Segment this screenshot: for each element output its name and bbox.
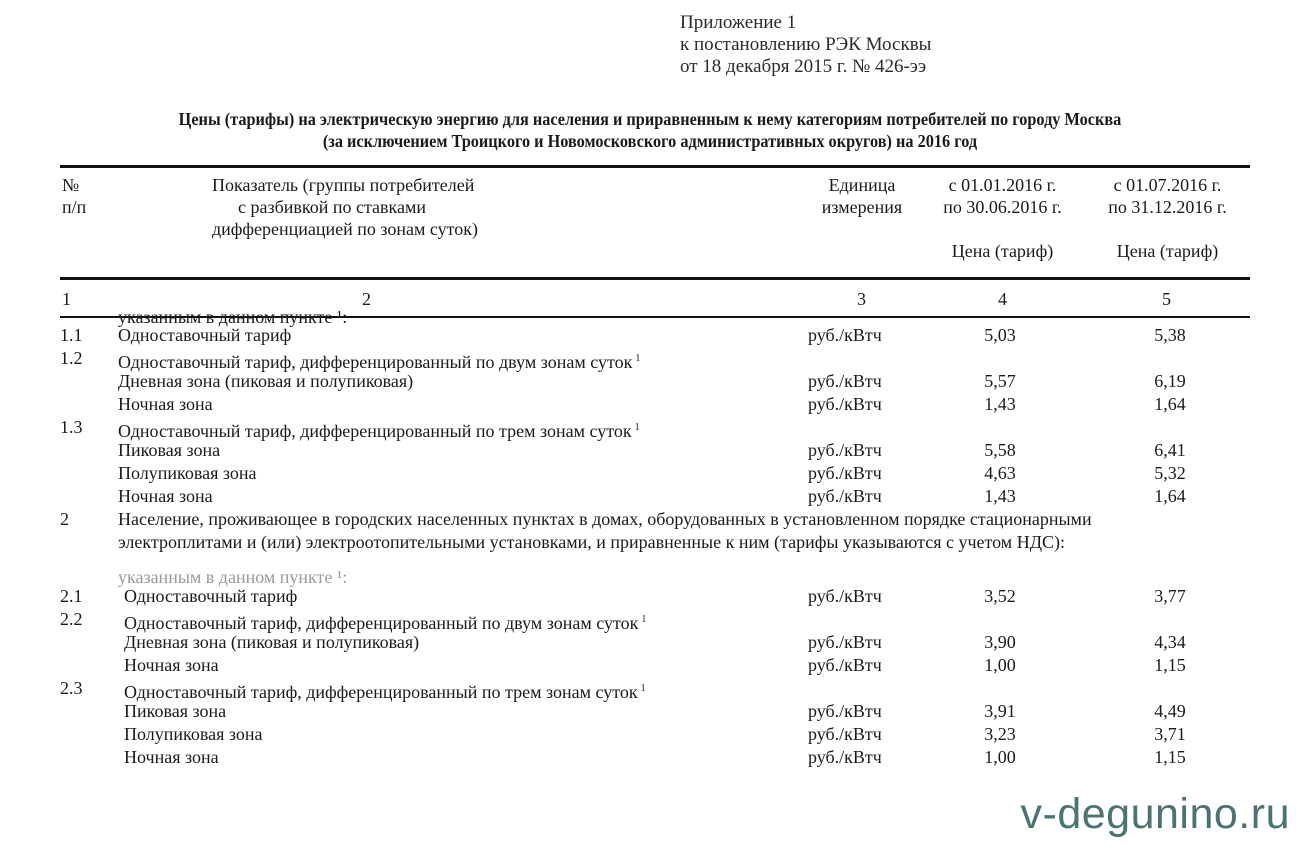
table-row [0, 585, 1300, 608]
row-indicator [124, 746, 219, 769]
row-price-period-1-text: 4,63 [984, 463, 1016, 483]
row-price-period-2-text: 5,38 [1154, 325, 1186, 345]
footnote-mark: 1 [634, 422, 640, 433]
row-indicator-text: Дневная зона (пиковая и полупиковая) [118, 371, 414, 391]
row-price-period-1 [940, 393, 1060, 416]
row-indicator-text: Одноставочный тариф [118, 325, 292, 345]
row-price-period-2-text: 3,71 [1154, 724, 1186, 744]
row-price-period-1 [940, 324, 1060, 347]
row-number [60, 608, 83, 631]
row-number-text: 1.1 [60, 325, 83, 345]
row-price-period-2 [1110, 324, 1230, 347]
row-unit [808, 485, 882, 508]
row-indicator-text: Одноставочный тариф, дифференцированный по трем зонам суток [118, 421, 632, 441]
row-number-text: 1.2 [60, 348, 83, 368]
row-unit-text: руб./кВтч [808, 440, 882, 460]
row-price-period-1 [940, 723, 1060, 746]
row-price-period-1 [940, 631, 1060, 654]
row-indicator [118, 439, 220, 462]
row-price-period-1-text: 5,57 [984, 371, 1016, 391]
document-title [101, 108, 1198, 152]
row-indicator-text: Ночная зона [124, 747, 219, 767]
row-unit [808, 585, 882, 608]
row-indicator [124, 723, 263, 746]
row-price-period-1 [940, 746, 1060, 769]
row-unit-text: руб./кВтч [808, 747, 882, 767]
row-price-period-2-text: 5,32 [1154, 463, 1186, 483]
row-indicator-text: Одноставочный тариф, дифференцированный по двум зонам суток [124, 613, 639, 633]
row-indicator [118, 462, 257, 485]
appendix-note [680, 12, 931, 78]
row-price-period-1-text: 3,52 [984, 586, 1016, 606]
appendix-line-2: к постановлению РЭК Москвы [680, 34, 932, 55]
row-unit [808, 324, 882, 347]
row-price-period-2 [1110, 654, 1230, 677]
header-num [62, 174, 86, 218]
row-price-period-1-text: 3,90 [984, 632, 1016, 652]
row-price-period-2-text: 4,49 [1154, 701, 1186, 721]
row-unit-text: руб./кВтч [808, 371, 882, 391]
row-unit [808, 370, 882, 393]
group-2-number: 2 [60, 509, 69, 529]
header-indicator-line-1: Показатель (группы потребителей [212, 175, 475, 195]
row-price-period-2-text: 4,34 [1154, 632, 1186, 652]
header-period-2-line-1: с 01.07.2016 г. [1113, 175, 1222, 195]
row-unit [808, 746, 882, 769]
header-period-1-line-1: с 01.01.2016 г. [948, 175, 1057, 195]
row-price-period-2 [1110, 485, 1230, 508]
header-unit [806, 174, 918, 218]
row-unit-text: руб./кВтч [808, 325, 882, 345]
header-period-1 [925, 174, 1080, 262]
title-line-2: (за исключением Троицкого и Новомосковского административных округов) на 2016 год [322, 131, 978, 151]
column-number-5: 5 [1162, 289, 1171, 309]
row-unit [808, 631, 882, 654]
header-indicator-line-2: с разбивкой по ставками [238, 197, 427, 217]
row-unit [808, 654, 882, 677]
header-period-1-price: Цена (тариф) [951, 241, 1054, 261]
table-row [0, 439, 1300, 462]
site-watermark: v-degunino.ru [1020, 790, 1290, 838]
row-price-period-1-text: 1,43 [984, 486, 1016, 506]
row-price-period-2-text: 6,19 [1154, 371, 1186, 391]
row-indicator-text: Полупиковая зона [118, 463, 257, 483]
footnote-mark: 1 [641, 614, 647, 625]
column-number-1: 1 [62, 289, 71, 309]
row-price-period-2 [1110, 631, 1230, 654]
footnote-mark: 1 [635, 353, 641, 364]
row-price-period-1-text: 3,23 [984, 724, 1016, 744]
row-unit-text: руб./кВтч [808, 394, 882, 414]
table-header-rule [60, 277, 1250, 280]
row-price-period-2-text: 1,15 [1154, 747, 1186, 767]
row-indicator-text: Одноставочный тариф, дифференцированный по трем зонам суток [124, 682, 638, 702]
table-row [0, 416, 1300, 439]
row-indicator [118, 485, 213, 508]
row-number-text: 2.3 [60, 678, 83, 698]
appendix-line-3: от 18 декабря 2015 г. № 426-ээ [680, 56, 927, 77]
row-price-period-1 [940, 439, 1060, 462]
row-price-period-2 [1110, 393, 1230, 416]
row-price-period-1-text: 3,91 [984, 701, 1016, 721]
row-indicator [118, 393, 213, 416]
row-indicator-text: Ночная зона [118, 486, 213, 506]
header-period-2 [1090, 174, 1245, 262]
column-number-4: 4 [998, 289, 1007, 309]
header-num-line-1: № [62, 175, 80, 195]
table-row [0, 631, 1300, 654]
table-row [0, 324, 1300, 347]
row-price-period-2 [1110, 370, 1230, 393]
row-price-period-1-text: 1,00 [984, 747, 1016, 767]
table-row [0, 700, 1300, 723]
row-indicator-text: Пиковая зона [118, 440, 221, 460]
row-price-period-1 [940, 485, 1060, 508]
row-price-period-2-text: 1,15 [1154, 655, 1186, 675]
row-price-period-2-text: 1,64 [1154, 394, 1186, 414]
row-number [60, 324, 83, 347]
row-unit-text: руб./кВтч [808, 701, 882, 721]
row-unit [808, 462, 882, 485]
row-indicator [124, 654, 219, 677]
row-price-period-2-text: 1,64 [1154, 486, 1186, 506]
header-indicator-line-3: дифференциацией по зонам суток) [212, 219, 479, 239]
row-unit-text: руб./кВтч [808, 655, 882, 675]
row-indicator-text: Дневная зона (пиковая и полупиковая) [124, 632, 420, 652]
row-unit-text: руб./кВтч [808, 724, 882, 744]
row-unit [808, 700, 882, 723]
row-price-period-1-text: 5,03 [984, 325, 1016, 345]
table-row [0, 485, 1300, 508]
row-number [60, 416, 83, 439]
row-price-period-2 [1110, 439, 1230, 462]
table-row [0, 393, 1300, 416]
row-indicator [118, 370, 413, 393]
row-indicator [124, 585, 297, 608]
row-number [60, 347, 83, 370]
column-number-2: 2 [362, 289, 371, 309]
row-unit-text: руб./кВтч [808, 486, 882, 506]
table-row [0, 370, 1300, 393]
row-price-period-2-text: 6,41 [1154, 440, 1186, 460]
row-number [60, 677, 83, 700]
title-line-1: Цены (тарифы) на электрическую энергию для населения и приравненным к нему категориям потребителей по городу Москва [178, 109, 1122, 129]
table-row [0, 608, 1300, 631]
row-indicator [118, 324, 291, 347]
header-unit-line-2: измерения [821, 197, 903, 217]
row-unit-text: руб./кВтч [808, 586, 882, 606]
header-period-2-line-2: по 31.12.2016 г. [1108, 197, 1227, 217]
table-row [0, 723, 1300, 746]
row-indicator [124, 700, 226, 723]
row-unit [808, 723, 882, 746]
row-price-period-2 [1110, 585, 1230, 608]
row-price-period-1 [940, 654, 1060, 677]
group-2-text: Население, проживающее в городских населенных пунктах в домах, оборудованных в установленном порядке стационарными электроплитами и (или) электроотопительными установками, и приравненные к ним (тарифы указываются с учетом НДС): [118, 509, 1092, 552]
row-price-period-1 [940, 370, 1060, 393]
header-period-1-line-2: по 30.06.2016 г. [943, 197, 1062, 217]
row-number-text: 1.3 [60, 417, 83, 437]
row-number-text: 2.2 [60, 609, 83, 629]
row-indicator-text: Ночная зона [118, 394, 213, 414]
table-row [0, 677, 1300, 700]
row-price-period-2 [1110, 723, 1230, 746]
row-unit [808, 393, 882, 416]
table-row [0, 347, 1300, 370]
header-num-line-2: п/п [62, 197, 87, 217]
row-indicator-text: Одноставочный тариф [124, 586, 298, 606]
table-row [0, 462, 1300, 485]
row-price-period-1 [940, 585, 1060, 608]
row-number-text: 2.1 [60, 586, 83, 606]
row-price-period-2 [1110, 700, 1230, 723]
row-indicator-text: Пиковая зона [124, 701, 227, 721]
row-unit-text: руб./кВтч [808, 463, 882, 483]
header-indicator [212, 174, 478, 240]
header-unit-line-1: Единица [828, 175, 896, 195]
row-price-period-2 [1110, 746, 1230, 769]
row-indicator [124, 631, 419, 654]
row-unit [808, 439, 882, 462]
row-price-period-1 [940, 700, 1060, 723]
row-unit-text: руб./кВтч [808, 632, 882, 652]
row-price-period-1-text: 1,00 [984, 655, 1016, 675]
row-price-period-1-text: 1,43 [984, 394, 1016, 414]
footnote-mark: 1 [640, 683, 646, 694]
clipped-text-fragment-2 [118, 567, 418, 587]
row-indicator-text: Полупиковая зона [124, 724, 263, 744]
row-price-period-1 [940, 462, 1060, 485]
column-number-3: 3 [857, 289, 866, 309]
row-indicator-text: Одноставочный тариф, дифференцированный по двум зонам суток [118, 352, 633, 372]
row-price-period-1-text: 5,58 [984, 440, 1016, 460]
table-row [0, 746, 1300, 769]
clipped-text-2: указанным в данном пункте ¹: [118, 567, 348, 587]
table-top-rule [60, 165, 1250, 168]
row-price-period-2-text: 3,77 [1154, 586, 1186, 606]
row-number [60, 585, 83, 608]
header-period-2-price: Цена (тариф) [1116, 241, 1219, 261]
row-price-period-2 [1110, 462, 1230, 485]
appendix-line-1: Приложение 1 [680, 12, 797, 33]
table-row [0, 654, 1300, 677]
clipped-text-1: указанным в данном пункте ¹: [118, 307, 348, 327]
row-indicator-text: Ночная зона [124, 655, 219, 675]
